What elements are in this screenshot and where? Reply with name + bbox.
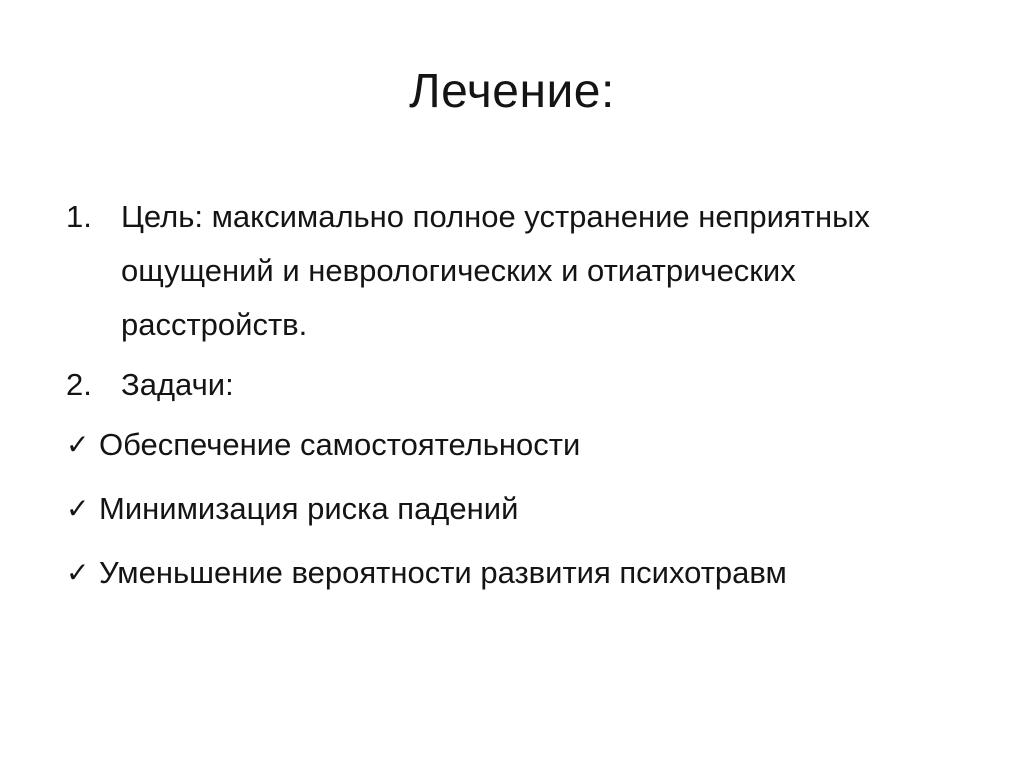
list-number: 2. — [66, 367, 92, 402]
checkmark-icon: ✓ — [66, 492, 90, 525]
slide-title: Лечение: — [409, 65, 615, 118]
numbered-item-goal — [66, 190, 986, 352]
check-item-text: Минимизация риска падений — [99, 491, 519, 526]
check-item-text: Уменьшение вероятности развития психотравм — [99, 555, 787, 590]
goal-text: Цель: максимально полное устранение неприятных ощущений и неврологических и отиатрических расстройств. — [121, 199, 870, 342]
numbered-item-tasks — [66, 358, 986, 412]
tasks-heading: Задачи: — [121, 367, 234, 402]
checkmark-icon: ✓ — [66, 428, 90, 461]
check-item-fall-risk — [66, 482, 986, 536]
check-item-text: Обеспечение самостоятельности — [99, 427, 581, 462]
list-number: 1. — [66, 199, 92, 234]
checkmark-icon: ✓ — [66, 556, 90, 589]
check-item-psychotrauma — [66, 546, 986, 600]
check-item-independence — [66, 418, 986, 472]
slide-body — [66, 190, 986, 610]
